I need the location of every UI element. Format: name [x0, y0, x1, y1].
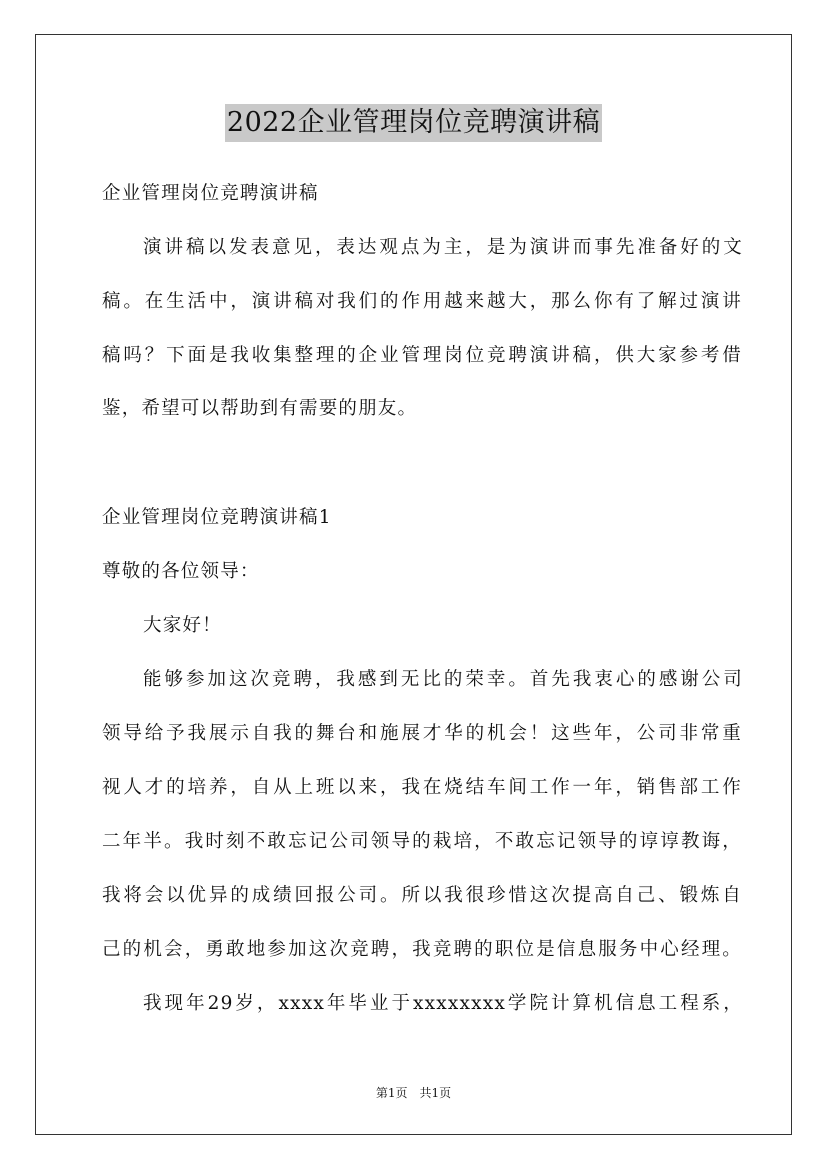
- greeting: 大家好！: [143, 615, 222, 636]
- paragraph-line: 能够参加这次竞聘，我感到无比的荣幸。首先我衷心的感谢公司: [143, 669, 743, 690]
- paragraph-line: 我现年29岁，xxxx年毕业于xxxxxxxx学院计算机信息工程系，: [143, 993, 743, 1014]
- paragraph-line: 我将会以优异的成绩回报公司。所以我很珍惜这次提高自己、锻炼自: [102, 885, 742, 906]
- section-heading: 企业管理岗位竞聘演讲稿1: [102, 507, 332, 528]
- paragraph-line: 领导给予我展示自我的舞台和施展才华的机会！这些年，公司非常重: [102, 723, 742, 744]
- paragraph-line: 视人才的培养，自从上班以来，我在烧结车间工作一年，销售部工作: [102, 777, 742, 798]
- paragraph-line: 鉴，希望可以帮助到有需要的朋友。: [102, 398, 418, 419]
- paragraph-line: 稿吗？下面是我收集整理的企业管理岗位竞聘演讲稿，供大家参考借: [102, 345, 742, 366]
- salutation: 尊敬的各位领导：: [102, 561, 260, 582]
- document-title: 2022企业管理岗位竞聘演讲稿: [225, 104, 602, 142]
- paragraph-line: 二年半。我时刻不敢忘记公司领导的栽培，不敢忘记领导的谆谆教诲，: [102, 831, 742, 852]
- section-heading: 企业管理岗位竞聘演讲稿: [102, 183, 319, 204]
- paragraph-line: 演讲稿以发表意见，表达观点为主，是为演讲而事先准备好的文: [143, 237, 743, 258]
- paragraph-line: 稿。在生活中，演讲稿对我们的作用越来越大，那么你有了解过演讲: [102, 291, 742, 312]
- paragraph-line: 己的机会，勇敢地参加这次竞聘，我竞聘的职位是信息服务中心经理。: [102, 939, 742, 960]
- page-footer: 第1页 共1页: [375, 1086, 452, 1100]
- title-container: [0, 104, 827, 142]
